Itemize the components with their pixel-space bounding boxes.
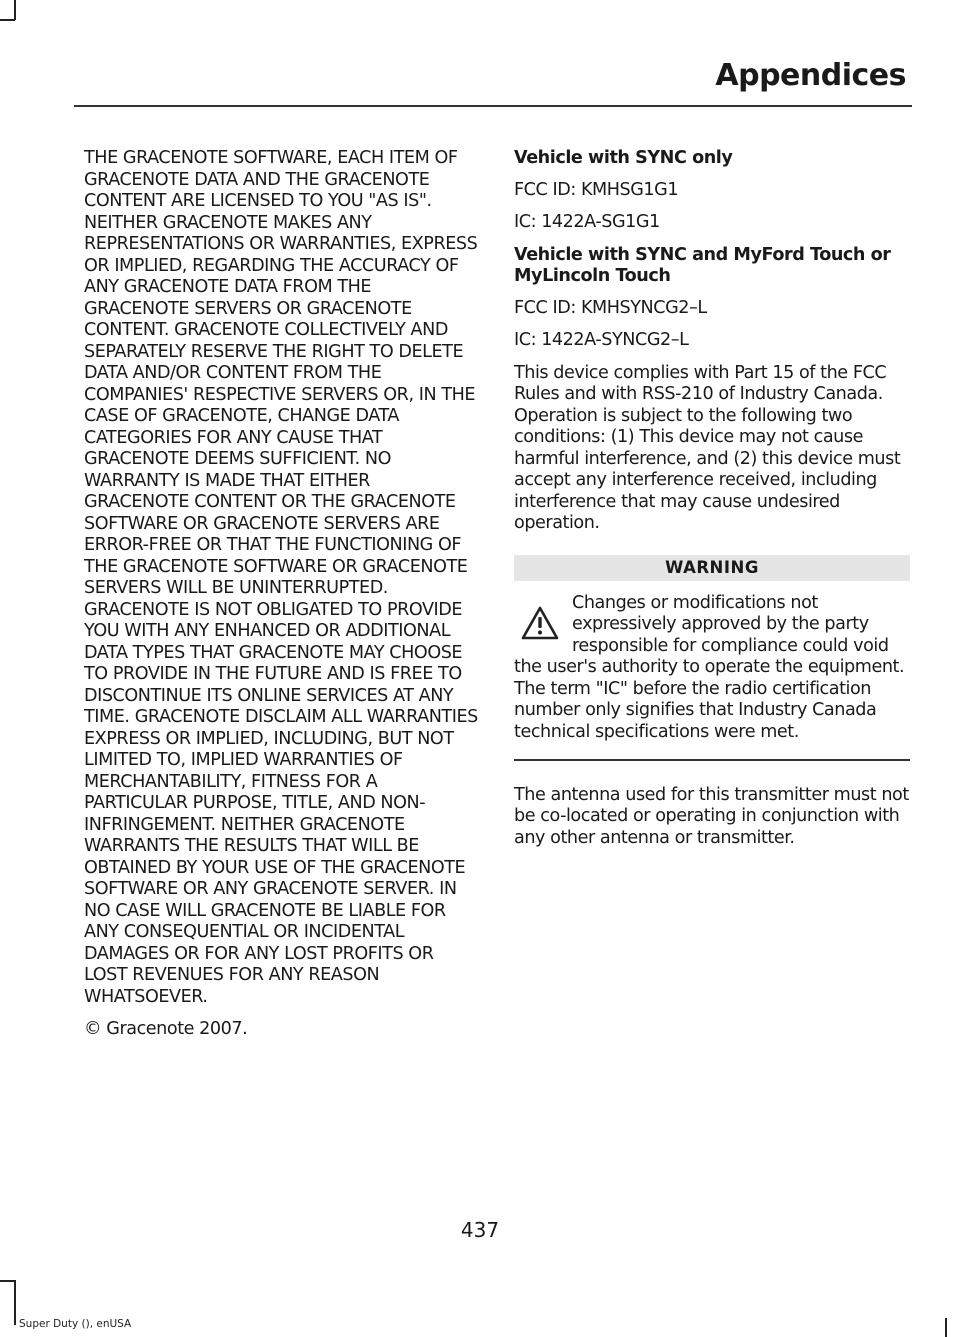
sync-only-heading: Vehicle with SYNC only: [514, 148, 733, 168]
sync-only-ic: IC: 1422A-SG1G1: [514, 212, 660, 232]
gracenote-disclaimer: THE GRACENOTE SOFTWARE, EACH ITEM OF GRACENOTE DATA AND THE GRACENOTE CONTENT ARE LICENSED TO YOU "AS IS". NEITHER GRACENOTE MAKES ANY REPRESENTATIONS OR WARRANTIES, EXPRESS OR IMPLIED, REGARDING THE ACCURACY OF ANY GRACENOTE DATA FROM THE GRACENOTE SERVERS OR GRACENOTE CONTENT. GRACENOTE COLLECTIVELY AND SEPARATELY RESERVE THE RIGHT TO DELETE DATA AND/OR CONTENT FROM THE COMPANIES' RESPECTIVE SERVERS OR, IN THE CASE OF GRACENOTE, CHANGE DATA CATEGORIES FOR ANY CAUSE THAT GRACENOTE DEEMS SUFFICIENT. NO WARRANTY IS MADE THAT EITHER GRACENOTE CONTENT OR THE GRACENOTE SOFTWARE OR GRACENOTE SERVERS ARE ERROR-FREE OR THAT THE FUNCTIONING OF THE GRACENOTE SOFTWARE OR GRACENOTE SERVERS WILL BE UNINTERRUPTED. GRACENOTE IS NOT OBLIGATED TO PROVIDE YOU WITH ANY ENHANCED OR ADDITIONAL DATA TYPES THAT GRACENOTE MAY CHOOSE TO PROVIDE IN THE FUTURE AND IS FREE TO DISCONTINUE ITS ONLINE SERVICES AT ANY TIME. GRACENOTE DISCLAIM ALL WARRANTIES EXPRESS OR IMPLIED, INCLUDING, BUT NOT LIMITED TO, IMPLIED WARRANTIES OF MERCHANTABILITY, FITNESS FOR A PARTICULAR PURPOSE, TITLE, AND NON-INFRINGEMENT. NEITHER GRACENOTE WARRANTS THE RESULTS THAT WILL BE OBTAINED BY YOUR USE OF THE GRACENOTE SOFTWARE OR ANY GRACENOTE SERVER. IN NO CASE WILL GRACENOTE BE LIABLE FOR ANY CONSEQUENTIAL OR INCIDENTAL DAMAGES OR FOR ANY LOST PROFITS OR LOST REVENUES FOR ANY REASON WHATSOEVER.: [84, 148, 478, 1007]
warning-text: Changes or modifications not expressively approved by the party responsible for compliance could void the user's authority to operate the equipment. The term "IC" before the radio certification number only signifies that Industry Canada technical specifications were met.: [514, 592, 905, 742]
header-divider: [74, 105, 912, 107]
compliance-text: This device complies with Part 15 of the FCC Rules and with RSS-210 of Industry Canada. Operation is subject to the following two conditions: (1) This device may not cause harmful interference, and (2) this device must accept any interference received, including interference that may cause undesired operation.: [514, 362, 901, 533]
warning-triangle-icon: [520, 605, 560, 641]
crop-mark-bottom-right: [945, 1318, 947, 1337]
gracenote-copyright: © Gracenote 2007.: [84, 1019, 248, 1039]
right-column: [514, 148, 910, 860]
edition-footer: Super Duty (), enUSA: [19, 1318, 132, 1330]
left-column: [84, 148, 479, 1052]
warning-label: WARNING: [514, 555, 910, 581]
crop-mark-bottom-left-horizontal: [0, 1280, 15, 1282]
crop-mark-top-left-horizontal: [0, 19, 15, 21]
page-number: 437: [460, 1218, 500, 1242]
warning-box: [514, 593, 910, 744]
page-title: Appendices: [715, 58, 906, 93]
antenna-text: The antenna used for this transmitter must not be co-located or operating in conjunction with any other antenna or transmitter.: [514, 784, 909, 848]
sync-touch-fcc-id: FCC ID: KMHSYNCG2–L: [514, 297, 707, 318]
warning-divider: [514, 759, 910, 761]
sync-touch-heading: Vehicle with SYNC and MyFord Touch or MyLincoln Touch: [514, 244, 891, 286]
crop-mark-top-left-vertical: [14, 0, 16, 20]
crop-mark-bottom-left: [14, 1280, 16, 1325]
sync-touch-ic: IC: 1422A-SYNCG2–L: [514, 330, 689, 350]
sync-only-fcc-id: FCC ID: KMHSG1G1: [514, 179, 679, 200]
